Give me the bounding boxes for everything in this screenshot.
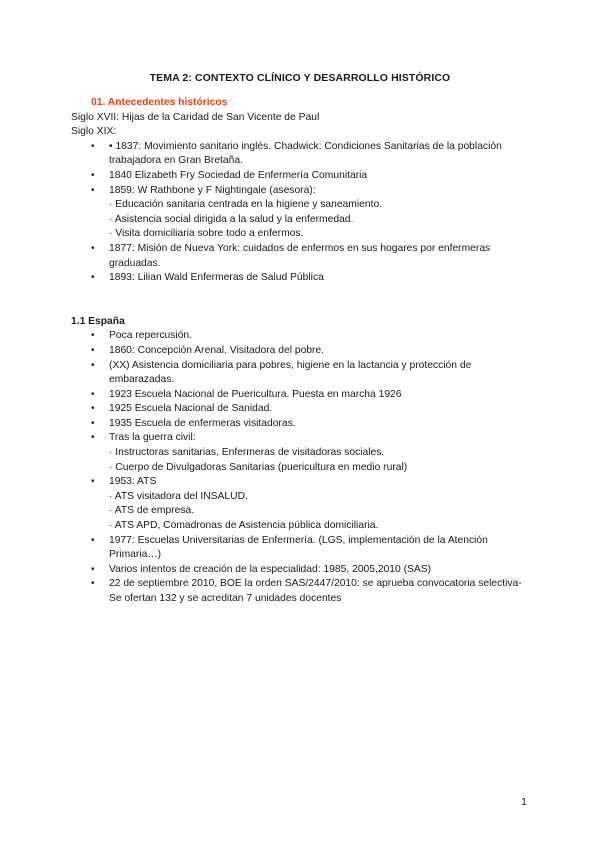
list-item	[71, 577, 531, 606]
list-subitem: · Visita domiciliaria sobre todo a enfermos.	[109, 228, 304, 240]
list-subitem: · Instructoras sanitarias, Enfermeras de visitadoras sociales.	[109, 447, 385, 459]
list-item-text: 1877: Misión de Nueva York: cuidados de enfermos en sus hogares por enfermeras graduadas.	[109, 242, 491, 269]
list-item	[71, 344, 531, 359]
list-item	[71, 417, 531, 432]
list-item	[71, 359, 531, 388]
list-item	[71, 329, 531, 344]
list-item-text: 1923 Escuela Nacional de Puericultura. Puesta en marcha 1926	[109, 388, 402, 400]
list-item	[71, 169, 531, 184]
list-item	[71, 431, 531, 475]
list-item	[71, 402, 531, 417]
list-item-text: • 1837: Movimiento sanitario inglés. Chadwick: Condiciones Sanitarias de la población trabajadora en Gran Bretaña.	[109, 140, 502, 167]
list-item-text: 1859: W Rathbone y F Nightingale (asesora):	[109, 184, 316, 196]
list-item	[71, 242, 531, 271]
list-item	[71, 184, 531, 242]
list-item-text: Varios intentos de creación de la especialidad: 1985, 2005,2010 (SAS)	[109, 563, 432, 575]
list-item-text: 1953: ATS	[109, 476, 157, 488]
list-item	[71, 140, 531, 169]
list-subitem: · ATS de empresa.	[109, 505, 195, 517]
list-subitem: · Cuerpo de Divulgadoras Sanitarias (puericultura en medio rural)	[109, 461, 408, 473]
list-item-text: (XX) Asistencia domiciliaria para pobres, higiene en la lactancia y protección de embarazadas.	[109, 359, 472, 386]
list-item-text: 1935 Escuela de enfermeras visitadoras.	[109, 417, 296, 429]
list-item-text: Tras la guerra civil:	[109, 432, 196, 444]
antecedentes-list	[71, 140, 531, 286]
page-title: TEMA 2: CONTEXTO CLÍNICO Y DESARROLLO HISTÓRICO	[149, 72, 451, 84]
list-subitem: · Asistencia social dirigida a la salud y la enfermedad.	[109, 213, 354, 225]
list-item-text: 1840 Elizabeth Fry Sociedad de Enfermería Comunitaria	[109, 169, 368, 181]
intro-line-1: Siglo XVII: Hijas de la Caridad de San Vicente de Paul	[71, 111, 320, 123]
list-item	[71, 563, 531, 578]
list-item	[71, 534, 531, 563]
list-item-text: 1925 Escuela Nacional de Sanidad.	[109, 403, 273, 415]
list-item-text: 22 de septiembre 2010, BOE la orden SAS/2447/2010: se aprueba convocatoria selectiva- Se ofertan 132 y se acreditan 7 unidades docentes	[109, 578, 522, 604]
list-item	[71, 475, 531, 533]
intro-line-2: Siglo XIX:	[71, 126, 117, 138]
page-number: 1	[521, 796, 527, 808]
list-subitem: · ATS visitadora del INSALUD.	[109, 490, 248, 502]
list-item-text: Poca repercusión.	[109, 330, 192, 342]
document-body	[71, 96, 531, 607]
list-item-text: 1893: Lilian Wald Enfermeras de Salud Pública	[109, 272, 324, 284]
list-item	[71, 388, 531, 403]
section-heading-espana: 1.1 España	[71, 315, 125, 327]
list-item-text: 1860: Concepción Arenal. Visitadora del pobre.	[109, 344, 325, 356]
list-item-text: 1977: Escuelas Universitarias de Enfermería. (LGS, implementación de la Atención Primaria…)	[109, 534, 488, 561]
list-item	[71, 271, 531, 286]
section-heading-antecedentes: 01. Antecedentes históricos	[91, 97, 228, 108]
espana-list	[71, 329, 531, 606]
list-subitem: · ATS APD, Comadronas de Asistencia pública domiciliaria.	[109, 520, 379, 532]
list-subitem: · Educación sanitaria centrada en la higiene y saneamiento.	[109, 199, 383, 211]
